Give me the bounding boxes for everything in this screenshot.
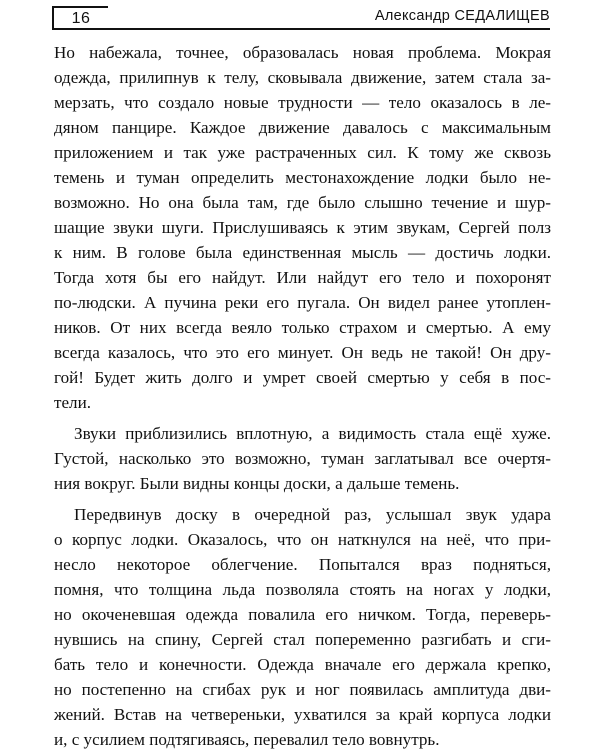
body-text: [54, 40, 551, 752]
text-line: несло некоторое облегчение. Попытался враз подняться,: [54, 555, 551, 574]
text-line: темень и туман определить местонахождение лодки было не-: [54, 168, 551, 187]
text-line: ния вокруг. Были видны концы доски, а дальше темень.: [54, 474, 460, 493]
text-line: Звуки приблизились вплотную, а видимость стала ещё хуже.: [74, 424, 551, 443]
text-line: к ним. В голове была единственная мысль — достичь лодки.: [54, 243, 551, 262]
text-line: дяном панцире. Каждое движение давалось с максимальным: [54, 118, 551, 137]
text-line: Тогда хотя бы его найдут. Или найдут его тело и похоронят: [54, 268, 551, 287]
text-line: гой! Будет жить долго и умрет своей смертью у себя в пос-: [54, 368, 551, 387]
running-head: Александр СЕДАЛИЩЕВ: [374, 8, 550, 24]
text-line: возможно. Но она была там, где было слышно течение и шур-: [54, 193, 551, 212]
text-line: но окоченевшая одежда повалила его ничком. Тогда, переверь-: [54, 605, 551, 624]
paragraph: [54, 502, 551, 752]
text-line: мерзать, что создало новые трудности — тело оказалось в ле-: [54, 93, 551, 112]
text-line: приложением и так уже растраченных сил. К тому же сквозь: [54, 143, 551, 162]
text-line: помня, что толщина льда позволяла стоять на ногах у лодки,: [54, 580, 551, 599]
text-line: одежда, прилипнув к телу, сковывала движение, затем стала за-: [54, 68, 551, 87]
text-line: Передвинув доску в очередной раз, услышал звук удара: [74, 505, 551, 524]
page-number: 16: [52, 6, 108, 30]
text-line: о корпус лодки. Оказалось, что он наткнулся на неё, что при-: [54, 530, 551, 549]
text-line: по-людски. А пучина реки его пугала. Он видел ранее утоплен-: [54, 293, 551, 312]
paragraph: [54, 40, 551, 415]
header-rule: [52, 28, 550, 30]
paragraph: [54, 421, 551, 496]
text-line: жений. Встав на четвереньки, ухватился за край корпуса лодки: [54, 705, 551, 724]
text-line: и, с усилием подтягиваясь, перевалил тело вовнутрь.: [54, 730, 440, 749]
text-line: бать тело и конечности. Одежда вначале его держала крепко,: [54, 655, 551, 674]
text-line: нувшись на спину, Сергей стал попеременно разгибать и сги-: [54, 630, 551, 649]
text-line: Но набежала, точнее, образовалась новая проблема. Мокрая: [54, 43, 551, 62]
text-line: Густой, насколько это возможно, туман заглатывал все очертя-: [54, 449, 551, 468]
text-line: всегда казалось, что это его минует. Он ведь не такой! Он дру-: [54, 343, 551, 362]
text-line: тели.: [54, 393, 92, 412]
text-line: шащие звуки шуги. Прислушиваясь к этим звукам, Сергей полз: [54, 218, 551, 237]
text-line: ников. От них всегда веяло только страхом и смертью. А ему: [54, 318, 551, 337]
text-line: но постепенно на сгибах рук и ног появилась амплитуда дви-: [54, 680, 551, 699]
